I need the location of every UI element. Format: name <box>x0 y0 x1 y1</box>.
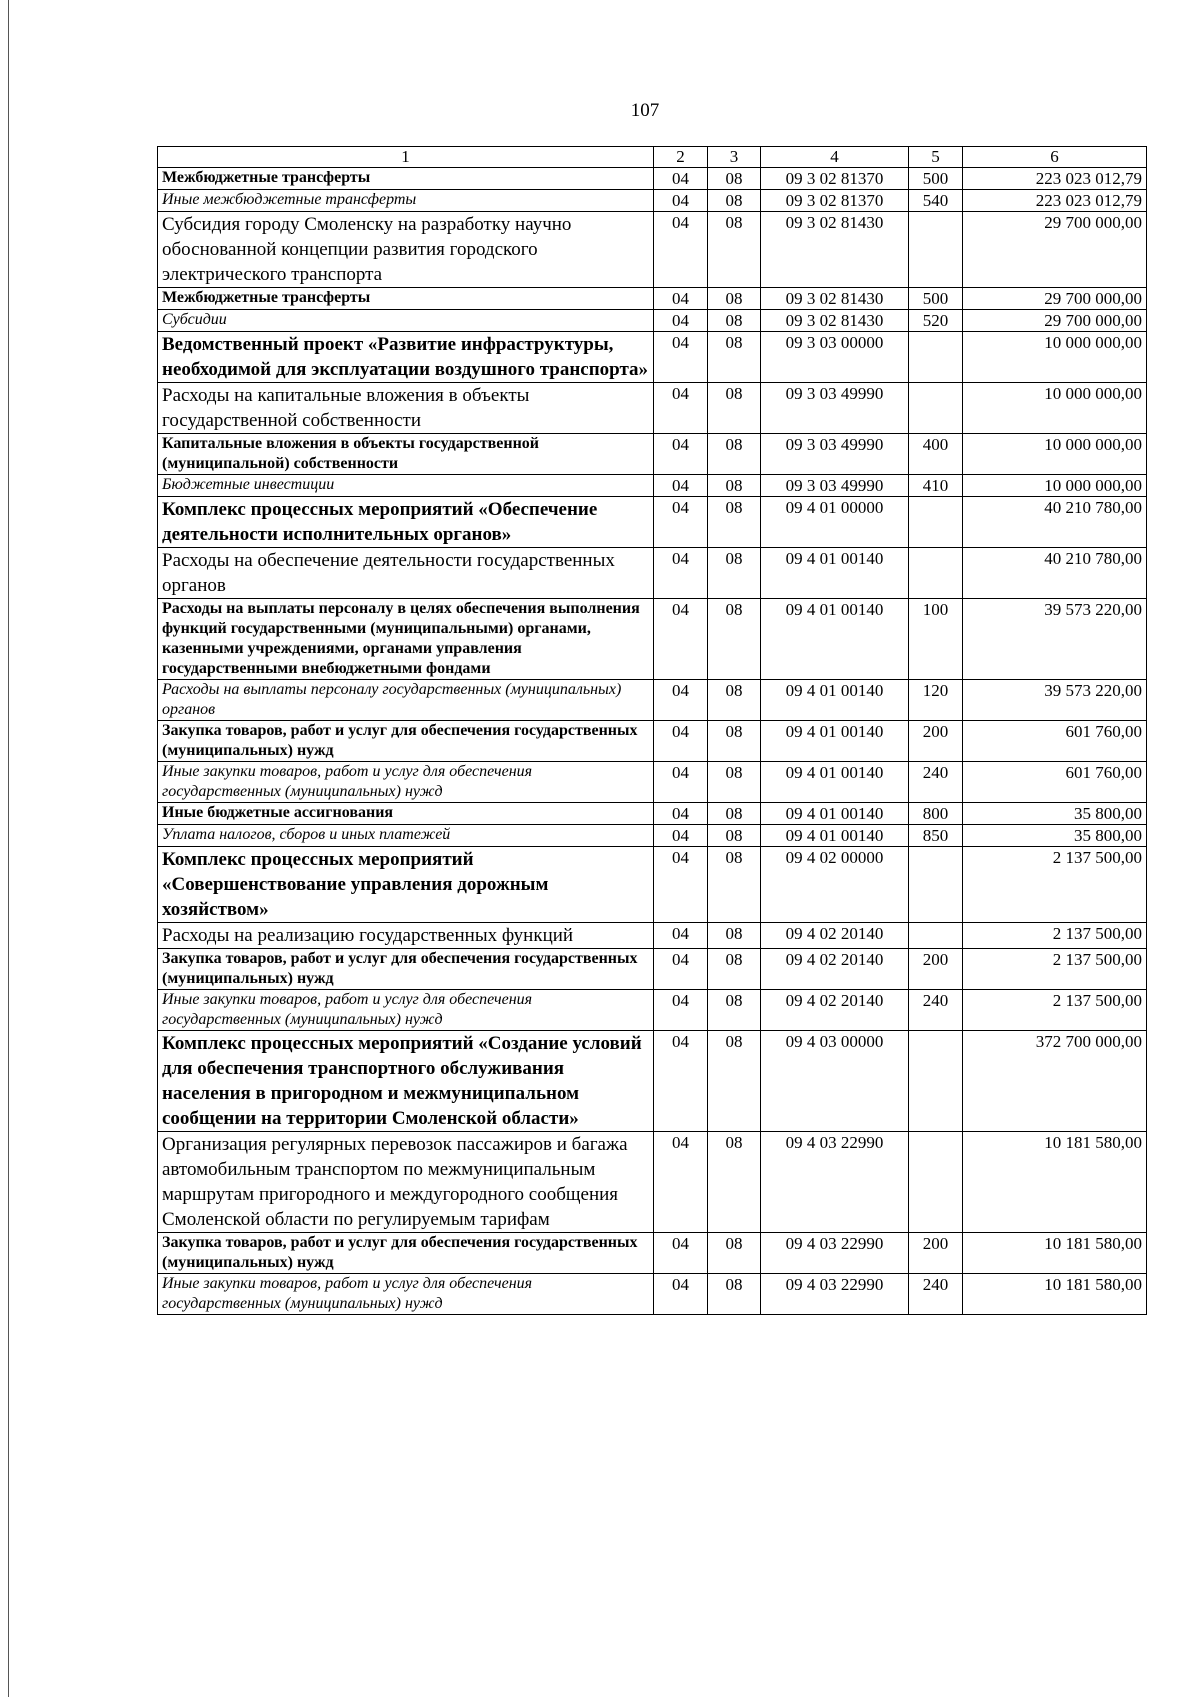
row-target-article: 09 4 01 00140 <box>761 721 909 762</box>
row-target-article: 09 3 02 81370 <box>761 190 909 212</box>
table-row <box>158 1132 1147 1233</box>
row-section-code: 04 <box>654 212 708 288</box>
page-number: 107 <box>630 100 660 121</box>
table-row <box>158 990 1147 1031</box>
row-target-article: 09 4 01 00140 <box>761 680 909 721</box>
row-section-code: 04 <box>654 803 708 825</box>
row-amount: 223 023 012,79 <box>963 168 1147 190</box>
row-amount: 29 700 000,00 <box>963 310 1147 332</box>
row-amount: 10 000 000,00 <box>963 475 1147 497</box>
row-section-code: 04 <box>654 434 708 475</box>
row-amount: 35 800,00 <box>963 825 1147 847</box>
row-subsection-code: 08 <box>708 434 761 475</box>
row-target-article: 09 3 03 49990 <box>761 434 909 475</box>
row-amount: 29 700 000,00 <box>963 288 1147 310</box>
row-target-article: 09 3 02 81430 <box>761 288 909 310</box>
header-row <box>158 147 1147 168</box>
row-expense-type <box>909 332 963 383</box>
row-expense-type: 500 <box>909 288 963 310</box>
row-name-cell: Расходы на реализацию государственных функций <box>158 923 654 949</box>
table-row <box>158 762 1147 803</box>
row-subsection-code: 08 <box>708 949 761 990</box>
row-name-cell: Организация регулярных перевозок пассажиров и багажа автомобильным транспортом по межмуниципальным маршрутам пригородного и междугородного сообщения Смоленской области по регулируемым тарифам <box>158 1132 654 1233</box>
table-row <box>158 288 1147 310</box>
row-amount: 10 181 580,00 <box>963 1233 1147 1274</box>
table-row <box>158 475 1147 497</box>
row-name-cell: Уплата налогов, сборов и иных платежей <box>158 825 654 847</box>
table-row <box>158 949 1147 990</box>
row-amount: 601 760,00 <box>963 721 1147 762</box>
row-target-article: 09 4 01 00140 <box>761 825 909 847</box>
table-row <box>158 599 1147 680</box>
row-name-cell: Закупка товаров, работ и услуг для обеспечения государственных (муниципальных) нужд <box>158 949 654 990</box>
row-name-cell: Ведомственный проект «Развитие инфраструктуры, необходимой для эксплуатации воздушного транспорта» <box>158 332 654 383</box>
row-subsection-code: 08 <box>708 990 761 1031</box>
row-name-cell: Расходы на выплаты персоналу государственных (муниципальных) органов <box>158 680 654 721</box>
row-name-cell: Иные бюджетные ассигнования <box>158 803 654 825</box>
row-target-article: 09 3 02 81430 <box>761 310 909 332</box>
row-expense-type: 240 <box>909 762 963 803</box>
row-expense-type: 200 <box>909 949 963 990</box>
row-name-cell: Закупка товаров, работ и услуг для обеспечения государственных (муниципальных) нужд <box>158 1233 654 1274</box>
row-target-article: 09 3 02 81430 <box>761 212 909 288</box>
row-section-code: 04 <box>654 1031 708 1132</box>
table-row <box>158 310 1147 332</box>
row-target-article: 09 4 01 00140 <box>761 762 909 803</box>
row-subsection-code: 08 <box>708 332 761 383</box>
row-expense-type: 540 <box>909 190 963 212</box>
table-row <box>158 1274 1147 1315</box>
row-expense-type: 200 <box>909 721 963 762</box>
table-row <box>158 168 1147 190</box>
table-row <box>158 847 1147 923</box>
header-col-1: 1 <box>158 147 654 168</box>
row-name-cell: Комплекс процессных мероприятий «Обеспечение деятельности исполнительных органов» <box>158 497 654 548</box>
header-col-5: 5 <box>909 147 963 168</box>
row-subsection-code: 08 <box>708 680 761 721</box>
row-section-code: 04 <box>654 599 708 680</box>
row-target-article: 09 4 02 00000 <box>761 847 909 923</box>
row-section-code: 04 <box>654 475 708 497</box>
row-subsection-code: 08 <box>708 548 761 599</box>
row-section-code: 04 <box>654 168 708 190</box>
row-amount: 10 181 580,00 <box>963 1132 1147 1233</box>
table-row <box>158 923 1147 949</box>
row-expense-type: 100 <box>909 599 963 680</box>
row-section-code: 04 <box>654 497 708 548</box>
row-amount: 2 137 500,00 <box>963 990 1147 1031</box>
table-row <box>158 383 1147 434</box>
row-name-cell: Расходы на обеспечение деятельности государственных органов <box>158 548 654 599</box>
row-expense-type: 240 <box>909 1274 963 1315</box>
row-expense-type: 410 <box>909 475 963 497</box>
row-name-cell: Расходы на капитальные вложения в объекты государственной собственности <box>158 383 654 434</box>
header-col-3: 3 <box>708 147 761 168</box>
row-section-code: 04 <box>654 949 708 990</box>
row-amount: 40 210 780,00 <box>963 548 1147 599</box>
row-subsection-code: 08 <box>708 168 761 190</box>
row-expense-type: 520 <box>909 310 963 332</box>
row-subsection-code: 08 <box>708 599 761 680</box>
row-target-article: 09 3 03 49990 <box>761 383 909 434</box>
row-target-article: 09 3 02 81370 <box>761 168 909 190</box>
row-amount: 223 023 012,79 <box>963 190 1147 212</box>
row-target-article: 09 4 03 22990 <box>761 1274 909 1315</box>
row-subsection-code: 08 <box>708 190 761 212</box>
row-amount: 39 573 220,00 <box>963 599 1147 680</box>
header-col-6: 6 <box>963 147 1147 168</box>
row-amount: 2 137 500,00 <box>963 949 1147 990</box>
row-expense-type <box>909 1132 963 1233</box>
budget-table <box>157 146 1147 1315</box>
row-amount: 601 760,00 <box>963 762 1147 803</box>
row-expense-type: 500 <box>909 168 963 190</box>
row-section-code: 04 <box>654 190 708 212</box>
table-row <box>158 548 1147 599</box>
row-section-code: 04 <box>654 680 708 721</box>
row-amount: 10 000 000,00 <box>963 383 1147 434</box>
row-section-code: 04 <box>654 825 708 847</box>
row-name-cell: Расходы на выплаты персоналу в целях обеспечения выполнения функций государственными (муниципальными) органами, казенными учреждениями, органами управления государственными внебюджетными фондами <box>158 599 654 680</box>
row-amount: 372 700 000,00 <box>963 1031 1147 1132</box>
row-subsection-code: 08 <box>708 212 761 288</box>
row-section-code: 04 <box>654 548 708 599</box>
row-expense-type <box>909 383 963 434</box>
row-expense-type <box>909 847 963 923</box>
row-subsection-code: 08 <box>708 825 761 847</box>
row-amount: 2 137 500,00 <box>963 847 1147 923</box>
table-row <box>158 497 1147 548</box>
table-row <box>158 1031 1147 1132</box>
row-amount: 10 181 580,00 <box>963 1274 1147 1315</box>
row-expense-type <box>909 923 963 949</box>
row-target-article: 09 3 03 00000 <box>761 332 909 383</box>
table-row <box>158 721 1147 762</box>
row-target-article: 09 4 02 20140 <box>761 923 909 949</box>
scan-edge-line <box>8 0 9 1697</box>
row-name-cell: Иные закупки товаров, работ и услуг для обеспечения государственных (муниципальных) нужд <box>158 762 654 803</box>
row-name-cell: Иные закупки товаров, работ и услуг для обеспечения государственных (муниципальных) нужд <box>158 990 654 1031</box>
row-amount: 39 573 220,00 <box>963 680 1147 721</box>
row-section-code: 04 <box>654 310 708 332</box>
row-subsection-code: 08 <box>708 1132 761 1233</box>
row-name-cell: Межбюджетные трансферты <box>158 288 654 310</box>
row-subsection-code: 08 <box>708 1031 761 1132</box>
row-name-cell: Субсидии <box>158 310 654 332</box>
table-row <box>158 825 1147 847</box>
row-name-cell: Капитальные вложения в объекты государственной (муниципальной) собственности <box>158 434 654 475</box>
table-header <box>158 147 1147 168</box>
row-subsection-code: 08 <box>708 1274 761 1315</box>
row-target-article: 09 4 03 22990 <box>761 1132 909 1233</box>
row-amount: 10 000 000,00 <box>963 332 1147 383</box>
row-target-article: 09 4 02 20140 <box>761 949 909 990</box>
row-section-code: 04 <box>654 383 708 434</box>
table-row <box>158 212 1147 288</box>
row-subsection-code: 08 <box>708 721 761 762</box>
row-expense-type <box>909 1031 963 1132</box>
row-expense-type: 200 <box>909 1233 963 1274</box>
row-subsection-code: 08 <box>708 847 761 923</box>
row-section-code: 04 <box>654 762 708 803</box>
row-expense-type <box>909 212 963 288</box>
table-row <box>158 332 1147 383</box>
row-amount: 10 000 000,00 <box>963 434 1147 475</box>
row-subsection-code: 08 <box>708 762 761 803</box>
header-col-4: 4 <box>761 147 909 168</box>
row-name-cell: Межбюджетные трансферты <box>158 168 654 190</box>
row-name-cell: Закупка товаров, работ и услуг для обеспечения государственных (муниципальных) нужд <box>158 721 654 762</box>
row-expense-type: 240 <box>909 990 963 1031</box>
table-row <box>158 190 1147 212</box>
row-subsection-code: 08 <box>708 475 761 497</box>
row-section-code: 04 <box>654 721 708 762</box>
row-section-code: 04 <box>654 923 708 949</box>
row-name-cell: Иные межбюджетные трансферты <box>158 190 654 212</box>
row-amount: 2 137 500,00 <box>963 923 1147 949</box>
row-amount: 35 800,00 <box>963 803 1147 825</box>
row-expense-type: 400 <box>909 434 963 475</box>
row-subsection-code: 08 <box>708 497 761 548</box>
table-body <box>158 168 1147 1315</box>
row-amount: 29 700 000,00 <box>963 212 1147 288</box>
row-expense-type: 800 <box>909 803 963 825</box>
row-subsection-code: 08 <box>708 1233 761 1274</box>
row-target-article: 09 4 01 00140 <box>761 599 909 680</box>
row-subsection-code: 08 <box>708 310 761 332</box>
row-target-article: 09 4 01 00140 <box>761 548 909 599</box>
row-target-article: 09 4 01 00000 <box>761 497 909 548</box>
row-amount: 40 210 780,00 <box>963 497 1147 548</box>
row-name-cell: Комплекс процессных мероприятий «Создание условий для обеспечения транспортного обслуживания населения в пригородном и межмуниципальном сообщении на территории Смоленской области» <box>158 1031 654 1132</box>
row-name-cell: Субсидия городу Смоленску на разработку научно обоснованной концепции развития городского электрического транспорта <box>158 212 654 288</box>
row-expense-type <box>909 497 963 548</box>
row-subsection-code: 08 <box>708 383 761 434</box>
table-row <box>158 680 1147 721</box>
row-expense-type <box>909 548 963 599</box>
row-section-code: 04 <box>654 990 708 1031</box>
row-target-article: 09 4 03 00000 <box>761 1031 909 1132</box>
row-section-code: 04 <box>654 847 708 923</box>
row-expense-type: 850 <box>909 825 963 847</box>
row-target-article: 09 4 02 20140 <box>761 990 909 1031</box>
row-subsection-code: 08 <box>708 803 761 825</box>
row-target-article: 09 3 03 49990 <box>761 475 909 497</box>
row-name-cell: Бюджетные инвестиции <box>158 475 654 497</box>
table-row <box>158 1233 1147 1274</box>
row-section-code: 04 <box>654 288 708 310</box>
row-name-cell: Иные закупки товаров, работ и услуг для обеспечения государственных (муниципальных) нужд <box>158 1274 654 1315</box>
header-col-2: 2 <box>654 147 708 168</box>
row-target-article: 09 4 03 22990 <box>761 1233 909 1274</box>
row-expense-type: 120 <box>909 680 963 721</box>
row-section-code: 04 <box>654 1132 708 1233</box>
row-target-article: 09 4 01 00140 <box>761 803 909 825</box>
row-subsection-code: 08 <box>708 923 761 949</box>
row-section-code: 04 <box>654 332 708 383</box>
table-row <box>158 803 1147 825</box>
table-row <box>158 434 1147 475</box>
row-name-cell: Комплекс процессных мероприятий «Совершенствование управления дорожным хозяйством» <box>158 847 654 923</box>
row-section-code: 04 <box>654 1274 708 1315</box>
row-section-code: 04 <box>654 1233 708 1274</box>
row-subsection-code: 08 <box>708 288 761 310</box>
